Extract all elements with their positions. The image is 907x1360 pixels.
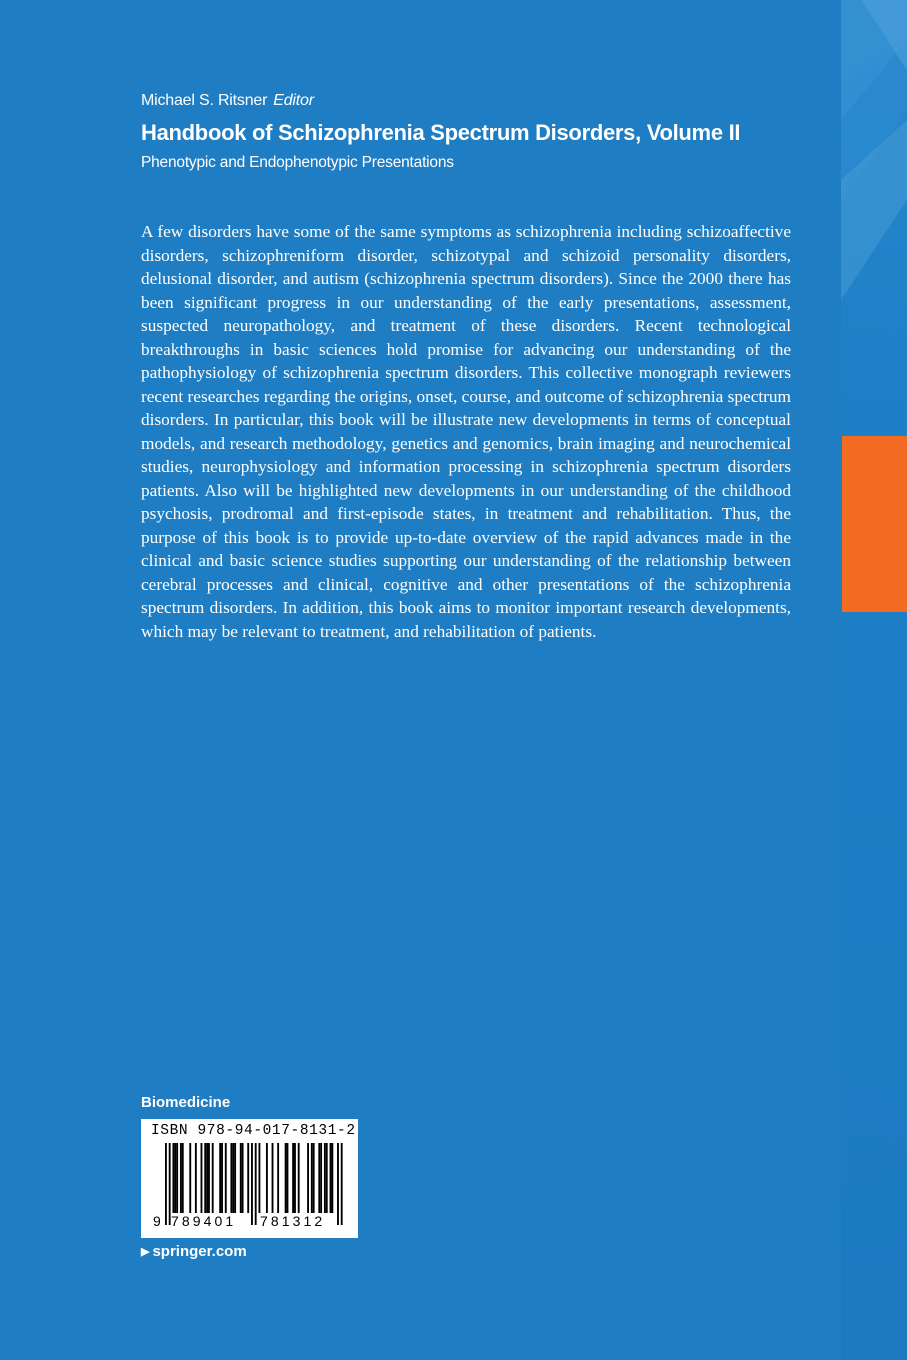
barcode-bar [266, 1143, 268, 1213]
barcode-bar [326, 1143, 328, 1213]
barcode-bar [225, 1143, 227, 1213]
barcode-bar [331, 1143, 333, 1213]
barcode-bar [240, 1143, 242, 1213]
barcode-bar [255, 1143, 257, 1225]
subject-category: Biomedicine [141, 1094, 231, 1111]
barcode-bar [165, 1143, 167, 1225]
ean-left-group: 789401 [171, 1213, 237, 1229]
ean-right-group: 781312 [260, 1213, 326, 1229]
barcode-bar [318, 1143, 320, 1213]
orange-accent-tab [842, 436, 907, 612]
barcode-bar [172, 1143, 174, 1213]
publisher-url: springer.com [152, 1243, 247, 1260]
barcode-bar [206, 1143, 208, 1213]
barcode-bar [272, 1143, 274, 1213]
isbn-label: ISBN 978-94-017-8131-2 [151, 1123, 356, 1139]
spine-band [841, 0, 907, 1360]
barcode-bar [330, 1143, 332, 1213]
arrow-right-icon: ▶ [141, 1246, 150, 1258]
editor-role: Editor [273, 92, 314, 109]
isbn-barcode [141, 1119, 358, 1238]
barcode-bar [208, 1143, 210, 1213]
barcode-bar [307, 1143, 309, 1213]
editor-line [141, 92, 314, 110]
barcode-bar [311, 1143, 313, 1213]
barcode-bar [182, 1143, 184, 1213]
barcode-bar [201, 1143, 203, 1213]
editor-name: Michael S. Ritsner [141, 92, 268, 109]
barcode-bar [212, 1143, 214, 1213]
barcode-bar [180, 1143, 182, 1213]
barcode-bar [320, 1143, 322, 1213]
barcode-bar [247, 1143, 249, 1213]
barcode-bar [230, 1143, 232, 1213]
barcode-bar [221, 1143, 223, 1213]
barcode-bar [174, 1143, 176, 1213]
barcode-bar [204, 1143, 206, 1213]
barcode-bar [324, 1143, 326, 1213]
barcode-bar [285, 1143, 287, 1213]
barcode-bar [189, 1143, 191, 1213]
barcode-bar [298, 1143, 300, 1213]
publisher-link[interactable] [141, 1243, 247, 1260]
book-title: Handbook of Schizophrenia Spectrum Disorders, Volume II [141, 120, 741, 145]
barcode-bar [259, 1143, 261, 1213]
book-description: A few disorders have some of the same symptoms as schizophrenia including schizoaffective disorders, schizophreniform disorder, schizotypal and schizoid personality disorders, delusional disorder, and autism (schizophrenia spectrum disorders). Since the 2000 there has been significant progress in our understanding of the early presentations, assessment, suspected neuropathology, and treatment of these disorders. Recent technological breakthroughs in basic sciences hold promise for advancing our understanding of the pathophysiology of schizophrenia spectrum disorders. This collective monograph reviewers recent researches regarding the origins, onset, course, and outcome of schizophrenia spectrum disorders. In particular, this book will be illustrate new developments in terms of conceptual models, and research methodology, genetics and genomics, brain imaging and neurochemical studies, neurophysiology and information processing in schizophrenia spectrum disorders patients. Also will be highlighted new developments in our understanding of the childhood psychosis, prodromal and first-episode states, in treatment and rehabilitation. Thus, the purpose of this book is to provide up-to-date overview of the rapid advances made in the clinical and basic science studies supporting our understanding of the relationship between cerebral processes and clinical, cognitive and other presentations of the schizophrenia spectrum disorders. In addition, this book aims to monitor important research developments, which may be relevant to treatment, and rehabilitation of patients. [141, 222, 791, 641]
book-subtitle: Phenotypic and Endophenotypic Presentations [141, 154, 454, 171]
barcode-bar [195, 1143, 197, 1213]
barcode-bar [251, 1143, 253, 1225]
ean-first-digit: 9 [153, 1213, 161, 1229]
barcode-bar [292, 1143, 294, 1213]
barcode-bar [337, 1143, 339, 1225]
barcode-bar [234, 1143, 236, 1213]
barcode-bar [287, 1143, 289, 1213]
barcode-bar [277, 1143, 279, 1213]
spine-decoration [841, 0, 907, 330]
barcode-bar [242, 1143, 244, 1213]
barcode-bar [341, 1143, 343, 1225]
barcode-bar [313, 1143, 315, 1213]
barcode-bar [232, 1143, 234, 1213]
barcode-bar [294, 1143, 296, 1213]
barcode-bar [176, 1143, 178, 1213]
barcode-bar [219, 1143, 221, 1213]
